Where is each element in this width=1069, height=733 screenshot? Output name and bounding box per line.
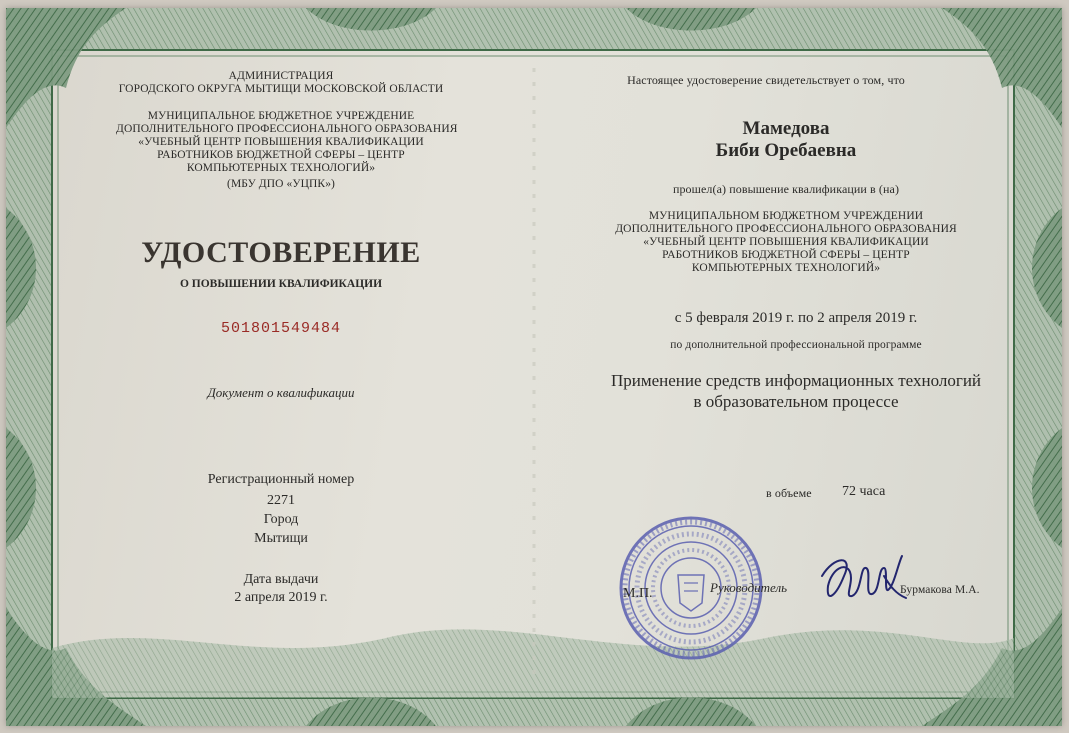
right-org-line-3: «УЧЕБНЫЙ ЦЕНТР ПОВЫШЕНИЯ КВАЛИФИКАЦИИ [643,236,929,248]
program-name-line-1: Применение средств информационных технологий [610,371,982,390]
admin-line-2: ГОРОДСКОГО ОКРУГА МЫТИЩИ МОСКОВСКОЙ ОБЛАСТИ [118,83,444,95]
right-org-line-4: РАБОТНИКОВ БЮДЖЕТНОЙ СФЕРЫ – ЦЕНТР [662,249,910,261]
left-org-line-2: ДОПОЛНИТЕЛЬНОГО ПРОФЕССИОНАЛЬНОГО ОБРАЗОВАНИЯ [116,123,458,135]
left-org-line-4: РАБОТНИКОВ БЮДЖЕТНОЙ СФЕРЫ – ЦЕНТР [157,149,405,161]
signature-icon [814,546,914,616]
left-org-line-5: КОМПЬЮТЕРНЫХ ТЕХНОЛОГИЙ» [186,162,376,174]
city-value: Мытищи [254,531,308,546]
left-org-line-1: МУНИЦИПАЛЬНОЕ БЮДЖЕТНОЕ УЧРЕЖДЕНИЕ [147,110,415,122]
document-subtitle: О ПОВЫШЕНИИ КВАЛИФИКАЦИИ [179,278,383,290]
document-title: УДОСТОВЕРЕНИЕ [141,236,421,269]
head-label: Руководитель [710,580,788,595]
left-org-line-3: «УЧЕБНЫЙ ЦЕНТР ПОВЫШЕНИЯ КВАЛИФИКАЦИИ [138,136,424,148]
left-org-line-6: (МБУ ДПО «УЦПК») [227,178,335,190]
program-label: по дополнительной профессиональной программе [670,339,922,351]
right-org-line-5: КОМПЬЮТЕРНЫХ ТЕХНОЛОГИЙ» [691,262,881,274]
volume-label: в объеме [766,486,812,500]
issue-date-label: Дата выдачи [243,572,319,587]
right-org-line-1: МУНИЦИПАЛЬНОМ БЮДЖЕТНОМ УЧРЕЖДЕНИИ [648,210,924,222]
serial-number: 501801549484 [220,320,342,337]
document-type: Документ о квалификации [207,385,355,400]
training-period: с 5 февраля 2019 г. по 2 апреля 2019 г. [674,310,918,326]
admin-line-1: АДМИНИСТРАЦИЯ [228,70,334,82]
program-name-line-2: в образовательном процессе [693,392,899,411]
city-label: Город [263,512,299,527]
stamp-place-label: М.П. [623,586,653,601]
volume-value: 72 часа [842,484,886,499]
reg-number: 2271 [267,493,295,508]
recipient-given-name: Биби Оребаевна [715,140,857,161]
intro-text: Настоящее удостоверение свидетельствует о том, что [627,73,905,87]
certificate-sheet [6,8,1062,726]
recipient-surname: Мамедова [742,118,830,139]
issue-date: 2 апреля 2019 г. [234,590,328,605]
reg-number-label: Регистрационный номер [207,472,355,487]
right-org-line-2: ДОПОЛНИТЕЛЬНОГО ПРОФЕССИОНАЛЬНОГО ОБРАЗОВАНИЯ [615,223,957,235]
passed-text: прошел(а) повышение квалификации в (на) [672,182,900,196]
head-name: Бурмакова М.А. [900,584,980,596]
